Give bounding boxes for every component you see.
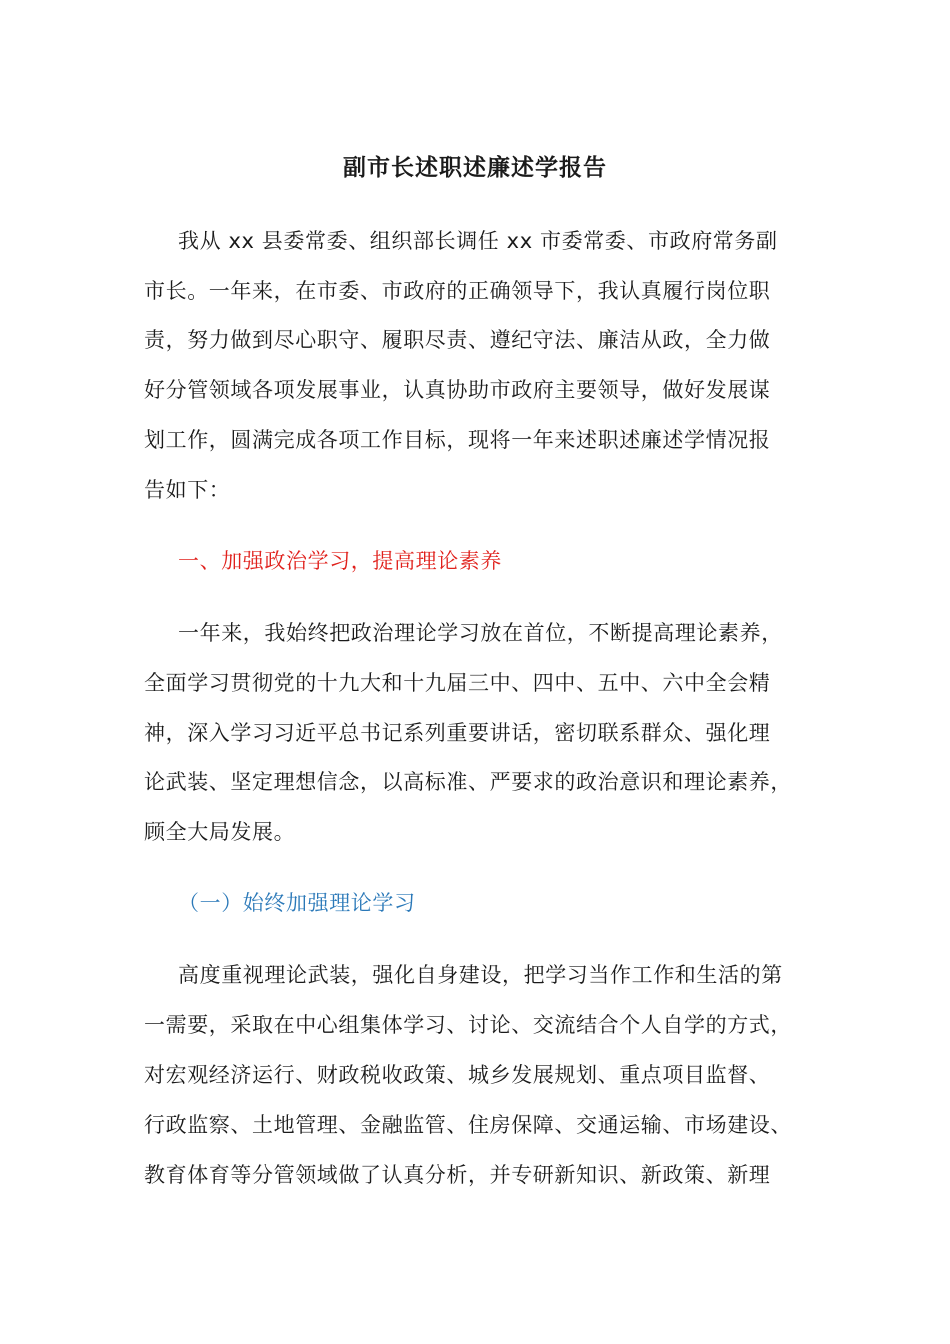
subsection1-line: 教育体育等分管领域做了认真分析，并专研新知识、新政策、新理 [144, 1163, 771, 1187]
subsection-heading: （一）始终加强理论学习 [178, 891, 416, 915]
subsection1-line: 一需要，采取在中心组集体学习、讨论、交流结合个人自学的方式， [144, 1013, 792, 1037]
section1-line: 一年来，我始终把政治理论学习放在首位，不断提高理论素养， [178, 621, 783, 645]
section1-line: 论武装、坚定理想信念，以高标准、严要求的政治意识和理论素养， [144, 770, 792, 794]
intro-line: 责，努力做到尽心职守、履职尽责、遵纪守法、廉洁从政，全力做 [144, 328, 771, 352]
section-heading: 一、加强政治学习，提高理论素养 [178, 549, 502, 573]
section1-line: 顾全大局发展。 [144, 820, 296, 844]
subsection1-line: 对宏观经济运行、财政税收政策、城乡发展规划、重点项目监督、 [144, 1063, 771, 1087]
intro-line: 划工作，圆满完成各项工作目标，现将一年来述职述廉述学情况报 [144, 428, 771, 452]
subsection1-line: 高度重视理论武装，强化自身建设，把学习当作工作和生活的第 [178, 963, 783, 987]
section1-line: 神，深入学习习近平总书记系列重要讲话，密切联系群众、强化理 [144, 721, 771, 745]
intro-line: 我从 xx 县委常委、组织部长调任 xx 市委常委、市政府常务副 [178, 229, 778, 253]
subsection1-line: 行政监察、土地管理、金融监管、住房保障、交通运输、市场建设、 [144, 1113, 792, 1137]
document-title: 副市长述职述廉述学报告 [343, 155, 607, 181]
intro-line: 好分管领域各项发展事业，认真协助市政府主要领导，做好发展谋 [144, 378, 771, 402]
intro-line: 市长。一年来，在市委、市政府的正确领导下，我认真履行岗位职 [144, 279, 771, 303]
section1-line: 全面学习贯彻党的十九大和十九届三中、四中、五中、六中全会精 [144, 671, 771, 695]
intro-line: 告如下： [144, 478, 231, 502]
